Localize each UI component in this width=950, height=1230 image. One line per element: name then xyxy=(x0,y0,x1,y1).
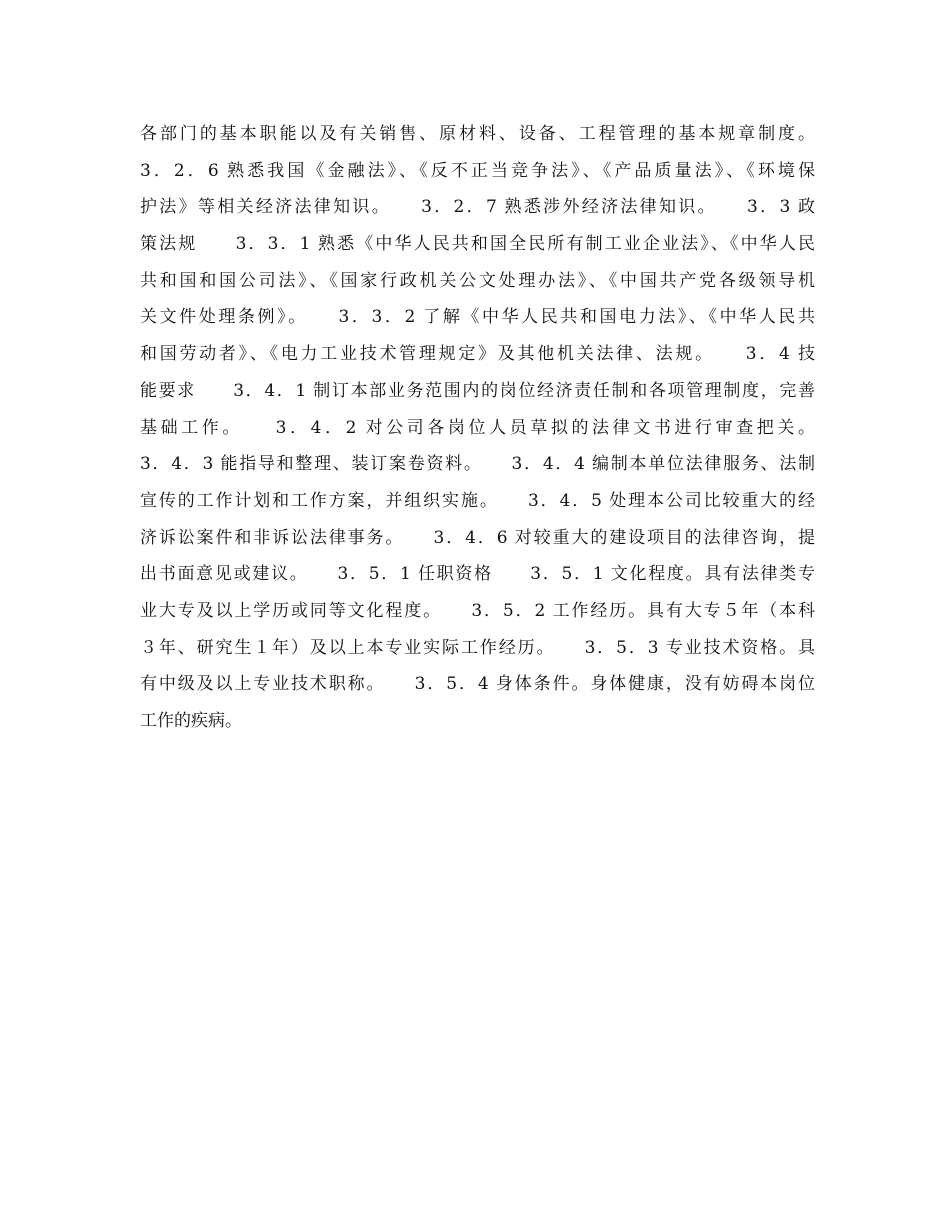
text-line: 宣传的工作计划和工作方案，并组织实施。 3．4．5 处理本公司比较重大的经 xyxy=(140,490,815,511)
text-line: 济诉讼案件和非诉讼法律事务。 3．4．6 对较重大的建设项目的法律咨询，提 xyxy=(140,527,815,548)
text-line-last: 工作的疾病。 xyxy=(140,711,242,731)
text-line: 出书面意见或建议。 3．5．1 任职资格 3．5．1 文化程度。具有法律类专 xyxy=(140,564,815,585)
text-line: 各部门的基本职能以及有关销售、原材料、设备、工程管理的基本规章制度。 xyxy=(140,124,815,144)
text-line: 能要求 3．4．1 制订本部业务范围内的岗位经济责任制和各项管理制度，完善 xyxy=(140,380,815,401)
text-line: 策法规 3．3．1 熟悉《中华人民共和国全民所有制工业企业法》、《中华人民 xyxy=(140,234,815,255)
text-line: 业大专及以上学历或同等文化程度。 3．5．2 工作经历。具有大专５年（本科 xyxy=(140,600,815,621)
text-line: 共和国和国公司法》、《国家行政机关公文处理办法》、《中国共产党各级领导机 xyxy=(140,270,815,291)
text-line: 3．4．3 能指导和整理、装订案卷资料。 3．4．4 编制本单位法律服务、法制 xyxy=(140,454,815,475)
text-line: 关文件处理条例》。 3．3．2 了解《中华人民共和国电力法》、《中华人民共 xyxy=(140,307,815,328)
body-text xyxy=(140,116,815,740)
text-line: 有中级及以上专业技术职称。 3．5．4 身体条件。身体健康，没有妨碍本岗位 xyxy=(140,674,815,695)
text-line: 护法》等相关经济法律知识。 3．2．7 熟悉涉外经济法律知识。 3．3 政 xyxy=(140,197,815,218)
text-line: 3．2．6 熟悉我国《金融法》、《反不正当竞争法》、《产品质量法》、《环境保 xyxy=(140,160,815,181)
text-line: 基础工作。 3．4．2 对公司各岗位人员草拟的法律文书进行审查把关。 xyxy=(140,417,815,438)
text-line: 和国劳动者》、《电力工业技术管理规定》及其他机关法律、法规。 3．4 技 xyxy=(140,344,815,365)
text-line: ３年、研究生１年）及以上本专业实际工作经历。 3．5．3 专业技术资格。具 xyxy=(140,637,815,658)
